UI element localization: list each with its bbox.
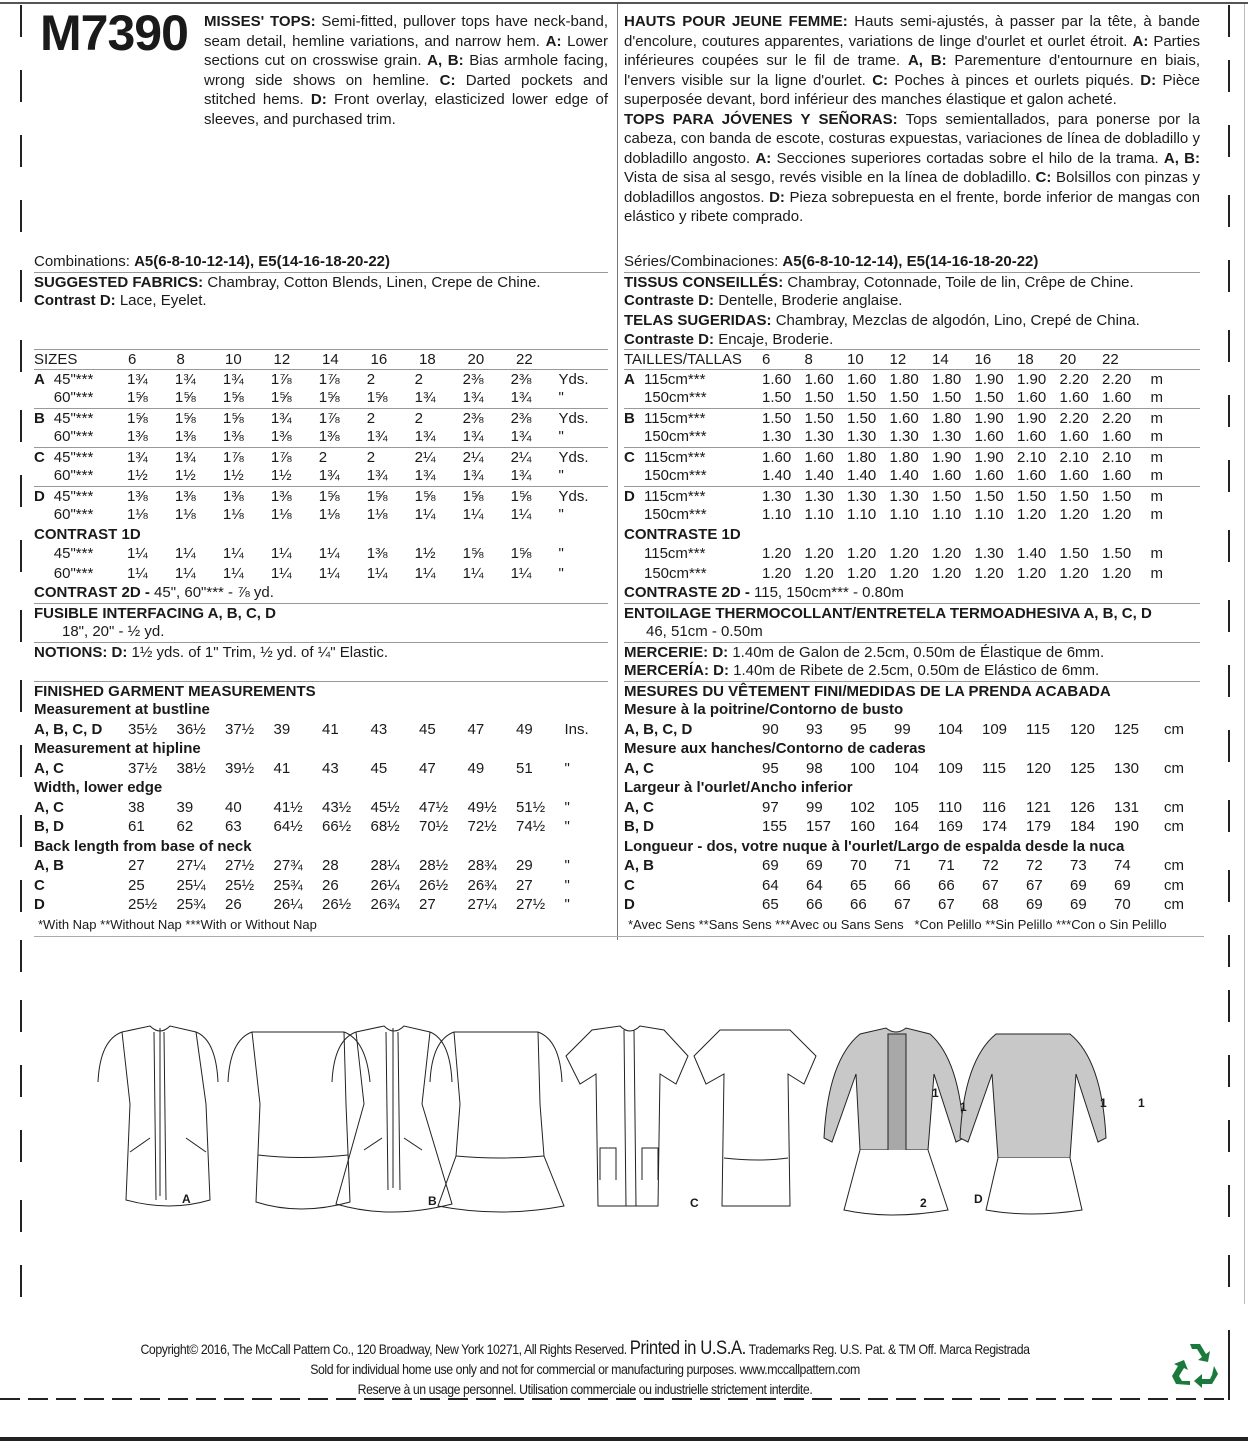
measurement-heading: Largeur à l'ourlet/Ancho inferior bbox=[624, 779, 853, 796]
table-row: 150cm*** 1.20 1.20 1.20 1.20 1.20 1.20 1.20 1.20 1.20 m bbox=[644, 564, 1163, 582]
table-row: 60"*** 1⅝ 1⅝ 1⅝ 1⅝ 1⅝ 1⅝ 1¾ 1¾ 1¾ " bbox=[53, 389, 564, 406]
table-row: D 115cm*** 1.30 1.30 1.30 1.30 1.50 1.50 1.50 1.50 1.50 m bbox=[624, 486, 1200, 506]
table-row: A, C 97 99 102 105 110 116 121 126 131 cm bbox=[624, 798, 1184, 816]
cut-line bbox=[0, 1398, 1230, 1400]
left-cut-marks bbox=[20, 0, 24, 1450]
description-french: HAUTS POUR JEUNE FEMME: Hauts semi-ajustés, à passer par la tête, à bande d'encolure, coutures apparentes, variations de linge d'ourlet et ourlet étroit. A: Parties inférieures coupées sur le fil de trame. A, B: Parementure d'entournure en biais, l'envers visible sur la ligne d'ourlet. C: Poches à pinces et ourlets piqués. D: Pièce superposée devant, bord inférieur des manches élastique et galon acheté. bbox=[624, 13, 1201, 108]
measurement-heading: Mesure à la poitrine/Contorno de busto bbox=[624, 701, 904, 718]
table-row: C 115cm*** 1.60 1.60 1.80 1.80 1.90 1.90 2.10 2.10 2.10 m bbox=[624, 447, 1200, 467]
table-row: A, B 27 27¼ 27½ 27¾ 28 28¼ 28½ 28¾ 29 " bbox=[34, 857, 570, 874]
page-edge bbox=[1244, 4, 1245, 1304]
table-row: B, D 61 62 63 64½ 66½ 68½ 70½ 72½ 74½ " bbox=[34, 818, 570, 835]
table-row: A 115cm*** 1.60 1.60 1.60 1.80 1.80 1.90 1.90 2.20 2.20 m bbox=[624, 369, 1200, 389]
table-row: 60"*** 1½ 1½ 1½ 1½ 1¾ 1¾ 1¾ 1¾ 1¾ " bbox=[53, 467, 564, 484]
garment-illustrations bbox=[60, 1020, 1200, 1220]
table-row: 150cm*** 1.30 1.30 1.30 1.30 1.30 1.60 1.60 1.60 1.60 m bbox=[644, 428, 1163, 445]
recycle-icon bbox=[1170, 1340, 1220, 1390]
view-d-front bbox=[824, 1028, 964, 1215]
view-c-back bbox=[694, 1030, 816, 1206]
table-row: A, C 38 39 40 41½ 43½ 45½ 47½ 49½ 51½ " bbox=[34, 798, 570, 816]
table-row: 150cm*** 1.10 1.10 1.10 1.10 1.10 1.10 1.20 1.20 1.20 m bbox=[644, 506, 1163, 523]
table-row: B, D 155 157 160 164 169 174 179 184 190 cm bbox=[624, 818, 1184, 835]
table-row: C 25 25¼ 25½ 25¾ 26 26¼ 26½ 26¾ 27 " bbox=[34, 876, 570, 894]
table-row: D 25½ 25¾ 26 26¼ 26½ 26¾ 27 27¼ 27½ " bbox=[34, 896, 570, 913]
usage-notice-french: Reserve à un usage personnel. Utilisation commerciale ou industrielle strictement interdite. bbox=[357, 1381, 813, 1397]
table-row: A, B, C, D 90 93 95 99 104 109 115 120 125 cm bbox=[624, 720, 1184, 738]
table-row: A, C 95 98 100 104 109 115 120 125 130 cm bbox=[624, 759, 1184, 777]
section-rule bbox=[34, 936, 1204, 937]
sizes-header: SIZES 6 8 10 12 14 16 18 20 22 bbox=[34, 349, 608, 369]
view-d-back bbox=[960, 1034, 1106, 1214]
table-row: C 45"*** 1¾ 1¾ 1⅞ 1⅞ 2 2 2¼ 2¼ 2¼ Yds. bbox=[34, 447, 608, 467]
right-cut-marks bbox=[1228, 0, 1232, 1450]
description-title: MISSES' TOPS: bbox=[204, 13, 316, 30]
view-b-front bbox=[332, 1026, 452, 1212]
description-english: MISSES' TOPS: Semi-fitted, pullover tops have neck-band, seam detail, hemline variations, and narrow hem. A: Lower sections cut on crosswise grain. A, B: Bias armhole facing, wrong side shows on hemline. C: Darted pockets and stitched hems. D: Front overlay, elasticized lower edge of sleeves, and purchased trim. bbox=[204, 13, 609, 128]
table-row: 60"*** 1⅛ 1⅛ 1⅛ 1⅛ 1⅛ 1⅛ 1¼ 1¼ 1¼ " bbox=[53, 506, 564, 523]
measurement-heading: Measurement at hipline bbox=[34, 740, 201, 757]
view-label-a: A bbox=[182, 1192, 191, 1206]
callout-2: 2 bbox=[920, 1196, 927, 1210]
yardage-table-english: SIZES 6 8 10 12 14 16 18 20 22 A 45"*** 1¾ 1¾ 1¾ 1⅞ 1⅞ 2 2 2⅜ 2⅜ Yds. 60"*** 1⅝ 1⅝ 1⅝ 1⅝ 1⅝ 1⅝ 1¾ 1¾ 1¾ " B 45"*** 1⅝ 1⅝ 1⅝ 1¾ 1⅞ 2 2 2⅜ 2⅜ Yds. 60"*** 1⅜ 1⅜ 1⅜ 1⅜ 1⅜ 1¾ 1¾ 1¾ 1¾ " C 45"*** 1¾ 1¾ 1⅞ 1⅞ 2 2 2¼ 2¼ 2¼ Yds. 60"*** 1½ 1½ 1½ 1½ 1¾ 1¾ 1¾ 1¾ 1¾ " D 45"*** 1⅜ 1⅜ 1⅜ 1⅜ 1⅝ 1⅝ 1⅝ 1⅝ 1⅝ Yds. 60"*** 1⅛ 1⅛ 1⅛ 1⅛ 1⅛ 1⅛ 1¼ 1¼ 1¼ " CONTRAST 1D 45"*** 1¼ 1¼ 1¼ 1¼ 1¼ 1⅜ 1½ 1⅝ 1⅝ " 60"*** 1¼ 1¼ 1¼ 1¼ 1¼ 1¼ 1¼ 1¼ 1¼ " CONTRAST 2D - 45", 60"*** - ⅞ yd. FUSIBLE INTERFACING A, B, C, D 18", 20" - ½ yd. NOTIONS: D: 1½ yds. of 1" Trim, ½ yd. of ¼" Elastic. FINISHED GARMENT MEASUREMENTS Measurement at bustline A, B, C, D 35½ 36½ 37½ 39 41 43 45 47 49 Ins. Measurement at hipline A, C 37½ 38½ 39½ 41 43 45 47 49 51 " Width, lower edge A, C 38 39 40 41½ 43½ 45½ 47½ 49½ 51½ " B, D 61 62 63 64½ 66½ 68½ 70½ 72½ 74½ " Back length from base of neck A, B 27 27¼ 27½ 27¾ 28 28¼ 28½ 28¾ 29 " C 25 25¼ 25½ 25¾ 26 26¼ 26½ 26¾ 27 " D 25½ 25¾ 26 26¼ 26½ 26¾ 27 27¼ 27½ " *With Nap **Without Nap ***With or Without Nap bbox=[34, 349, 608, 934]
table-row: 150cm*** 1.40 1.40 1.40 1.40 1.60 1.60 1.60 1.60 1.60 m bbox=[644, 467, 1163, 484]
table-row: A, B, C, D 35½ 36½ 37½ 39 41 43 45 47 49 Ins. bbox=[34, 720, 589, 738]
usage-notice-english: Sold for individual home use only and not for commercial or manufacturing purposes. www.mccallpattern.com bbox=[310, 1361, 860, 1377]
view-a-back bbox=[228, 1032, 370, 1209]
measurement-heading: Measurement at bustline bbox=[34, 701, 210, 718]
callout-1: 1 bbox=[1138, 1096, 1145, 1110]
measurement-heading: Mesure aux hanches/Contorno de caderas bbox=[624, 740, 926, 757]
column-divider bbox=[617, 4, 618, 940]
table-row: 60"*** 1⅜ 1⅜ 1⅜ 1⅜ 1⅜ 1¾ 1¾ 1¾ 1¾ " bbox=[53, 428, 564, 445]
callout-1: 1 bbox=[1100, 1096, 1107, 1110]
notions: 1½ yds. of 1" Trim, ½ yd. of ¼" Elastic. bbox=[131, 643, 389, 661]
view-a-front bbox=[98, 1026, 218, 1206]
view-b-back bbox=[430, 1032, 564, 1212]
garment-sketches bbox=[60, 1020, 1200, 1220]
copyright-line: Copyright© 2016, The McCall Pattern Co., 120 Broadway, New York 10271, All Rights Reserved. Printed in U.S.A. Trademarks Reg. U.S. Pat. & TM Off. Marca Registrada bbox=[140, 1338, 1030, 1359]
table-row: A, B 69 69 70 71 71 72 72 73 74 cm bbox=[624, 857, 1184, 874]
suggested-fabrics: Chambray, Cotton Blends, Linen, Crepe de Chine. bbox=[207, 273, 541, 291]
description-french-spanish bbox=[624, 12, 1200, 227]
view-label-d: D bbox=[974, 1192, 983, 1206]
fabric-info-french-spanish: Séries/Combinaciones: A5(6-8-10-12-14), E5(14-16-18-20-22) TISSUS CONSEILLÉS: Chambray, Cotonnade, Toile de lin, Crêpe de Chine. Contraste D: Dentelle, Broderie anglaise. TELAS SUGERIDAS: Chambray, Mezclas de algodón, Lino, Crepé de China. Contraste D: Encaje, Broderie. bbox=[624, 252, 1200, 350]
table-row: A 45"*** 1¾ 1¾ 1¾ 1⅞ 1⅞ 2 2 2⅜ 2⅜ Yds. bbox=[34, 369, 608, 389]
table-row: A, C 37½ 38½ 39½ 41 43 45 47 49 51 " bbox=[34, 759, 570, 777]
description-spanish: TOPS PARA JÓVENES Y SEÑORAS: Tops semientallados, para ponerse por la cabeza, con banda de escote, costuras expuestas, variaciones de línea de dobladillo y dobladillo angosto. A: Secciones superiores cortadas sobre el hilo de la trama. A, B: Vista de sisa al sesgo, revés visible en la línea de dobladillo. C: Bolsillos con pinzas y dobladillos angostos. D: Pieza sobrepuesta en el frente, borde inferior de mangas con elástico y ribete comprado. bbox=[624, 110, 1201, 225]
measurement-heading: Longueur - dos, votre nuque à l'ourlet/Largo de espalda desde la nuca bbox=[624, 837, 1125, 855]
fabric-info-english: Combinations: A5(6-8-10-12-14), E5(14-16-18-20-22) SUGGESTED FABRICS: Chambray, Cotton Blends, Linen, Crepe de Chine. Contrast D: Lace, Eyelet. bbox=[34, 252, 608, 311]
measurement-heading: Back length from base of neck bbox=[34, 837, 252, 855]
callout-1: 1 bbox=[960, 1100, 967, 1114]
table-row: C 64 64 65 66 66 67 67 69 69 cm bbox=[624, 876, 1184, 894]
view-label-b: B bbox=[428, 1194, 437, 1208]
table-row: D 45"*** 1⅜ 1⅜ 1⅜ 1⅜ 1⅝ 1⅝ 1⅝ 1⅝ 1⅝ Yds. bbox=[34, 486, 608, 506]
finished-measurements-title: FINISHED GARMENT MEASUREMENTS bbox=[34, 681, 608, 701]
combinations: A5(6-8-10-12-14), E5(14-16-18-20-22) bbox=[134, 253, 391, 270]
table-row: 60"*** 1¼ 1¼ 1¼ 1¼ 1¼ 1¼ 1¼ 1¼ 1¼ " bbox=[53, 564, 564, 582]
table-row: 115cm*** 1.20 1.20 1.20 1.20 1.20 1.30 1.40 1.50 1.50 m bbox=[644, 545, 1163, 562]
table-row: 150cm*** 1.50 1.50 1.50 1.50 1.50 1.50 1.60 1.60 1.60 m bbox=[644, 389, 1163, 406]
table-row: B 45"*** 1⅝ 1⅝ 1⅝ 1¾ 1⅞ 2 2 2⅜ 2⅜ Yds. bbox=[34, 408, 608, 428]
table-row: D 65 66 66 67 67 68 69 69 70 cm bbox=[624, 896, 1184, 913]
table-row: 45"*** 1¼ 1¼ 1¼ 1¼ 1¼ 1⅜ 1½ 1⅝ 1⅝ " bbox=[53, 545, 564, 562]
view-c-front bbox=[566, 1026, 688, 1206]
corner-mark bbox=[1228, 1330, 1230, 1400]
bottom-border bbox=[0, 1437, 1248, 1441]
pattern-number: M7390 bbox=[40, 5, 188, 61]
measurement-heading: Width, lower edge bbox=[34, 779, 163, 796]
view-label-c: C bbox=[690, 1196, 699, 1210]
table-row: B 115cm*** 1.50 1.50 1.50 1.60 1.80 1.90 1.90 2.20 2.20 m bbox=[624, 408, 1200, 428]
yardage-table-metric: TAILLES/TALLAS 6 8 10 12 14 16 18 20 22 A 115cm*** 1.60 1.60 1.60 1.80 1.80 1.90 1.90 2.20 2.20 m 150cm*** 1.50 1.50 1.50 1.50 1.50 1.50 1.60 1.60 1.60 m B 115cm*** 1.50 1.50 1.50 1.60 1.80 1.90 1.90 2.20 2.20 m 150cm*** 1.30 1.30 1.30 1.30 1.30 1.60 1.60 1.60 1.60 m C 115cm*** 1.60 1.60 1.80 1.80 1.90 1.90 2.10 2.10 2.10 m 150cm*** 1.40 1.40 1.40 1.40 1.60 1.60 1.60 1.60 1.60 m D 115cm*** 1.30 1.30 1.30 1.30 1.50 1.50 1.50 1.50 1.50 m 150cm*** 1.10 1.10 1.10 1.10 1.10 1.10 1.20 1.20 1.20 m CONTRASTE 1D 115cm*** 1.20 1.20 1.20 1.20 1.20 1.30 1.40 1.50 1.50 m 150cm*** 1.20 1.20 1.20 1.20 1.20 1.20 1.20 1.20 1.20 m CONTRASTE 2D - 115, 150cm*** - 0.80m ENTOILAGE THERMOCOLLANT/ENTRETELA TERMOADHESIVA A, B, C, D 46, 51cm - 0.50m MERCERIE: D: 1.40m de Galon de 2.5cm, 0.50m de Élastique de 6mm. MERCERÍA: D: 1.40m de Ribete de 2.5cm, 0.50m de Elástico de 6mm. MESURES DU VÊTEMENT FINI/MEDIDAS DE LA PRENDA ACABADA Mesure à la poitrine/Contorno de busto A, B, C, D 90 93 95 99 104 109 115 120 125 cm Mesure aux hanches/Contorno de caderas A, C 95 98 100 104 109 115 120 125 130 cm Largeur à l'ourlet/Ancho inferior A, C 97 99 102 105 110 116 121 126 131 cm B, D 155 157 160 164 169 174 179 184 190 cm Longueur - dos, votre nuque à l'ourlet/Largo de espalda desde la nuca A, B 69 69 70 71 71 72 72 73 74 cm C 64 64 65 66 66 67 67 69 69 cm D 65 66 66 67 67 68 69 69 70 cm *Avec Sens **Sans Sens ***Avec ou Sans Sens *Con Pelillo **Sin Pelillo ***Con o Sin Pelillo bbox=[624, 349, 1200, 934]
top-border bbox=[0, 2, 1248, 4]
callout-1: 1 bbox=[932, 1086, 939, 1100]
